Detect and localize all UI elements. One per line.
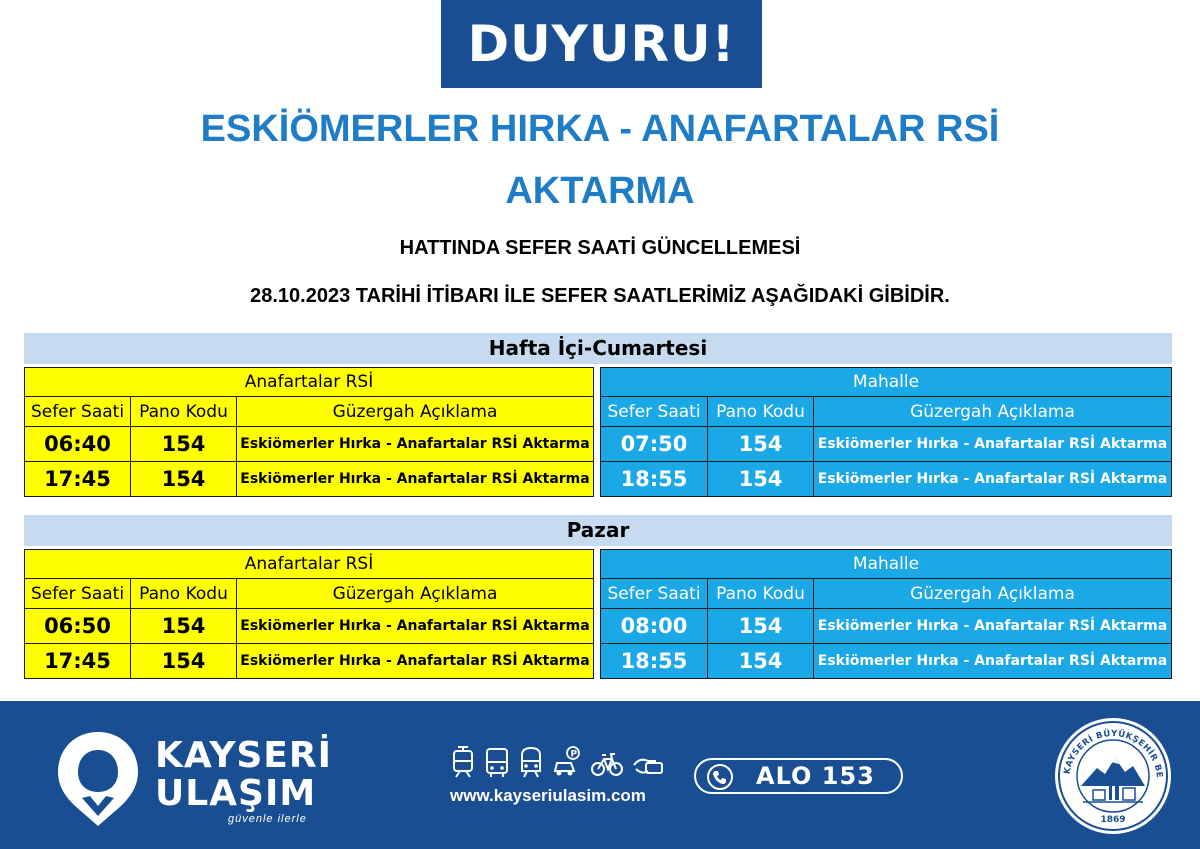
route-description: Eskiömerler Hırka - Anafartalar RSİ Aktarma (814, 609, 1172, 644)
route-code: 154 (708, 462, 814, 497)
column-header-code: Pano Kodu (708, 579, 814, 609)
parking-car-icon (552, 745, 582, 779)
municipality-seal (1053, 716, 1173, 841)
phone-icon (706, 763, 734, 796)
table-row (601, 462, 1172, 497)
svg-text:P: P (570, 749, 578, 760)
route-description: Eskiömerler Hırka - Anafartalar RSİ Aktarma (237, 609, 594, 644)
column-header-route: Güzergah Açıklama (237, 579, 594, 609)
sunday-mahalle-table (600, 549, 1172, 679)
route-description: Eskiömerler Hırka - Anafartalar RSİ Aktarma (814, 644, 1172, 679)
route-description: Eskiömerler Hırka - Anafartalar RSİ Aktarma (237, 427, 594, 462)
phone-number: ALO 153 (756, 762, 875, 790)
footer-bar (0, 701, 1200, 849)
metrobus-icon (518, 745, 544, 779)
column-header-time: Sefer Saati (25, 397, 131, 427)
departure-time: 06:40 (25, 427, 131, 462)
subtitle-update: HATTINDA SEFER SAATİ GÜNCELLEMESİ (399, 237, 801, 259)
route-title-line1: ESKİÖMERLER HIRKA - ANAFARTALAR RSİ (200, 108, 1000, 150)
table-row (601, 609, 1172, 644)
column-header-code: Pano Kodu (131, 397, 237, 427)
table-group-header: Mahalle (601, 550, 1172, 579)
tram-icon (450, 745, 476, 779)
table-group-header: Mahalle (601, 368, 1172, 397)
weekday-anafartalar-table (24, 367, 594, 497)
route-code: 154 (131, 644, 237, 679)
departure-time: 18:55 (601, 644, 708, 679)
route-code: 154 (131, 462, 237, 497)
route-description: Eskiömerler Hırka - Anafartalar RSİ Aktarma (237, 462, 594, 497)
route-title-line2: AKTARMA (505, 170, 695, 212)
route-description: Eskiömerler Hırka - Anafartalar RSİ Aktarma (814, 427, 1172, 462)
departure-time: 17:45 (25, 462, 131, 497)
column-header-time: Sefer Saati (25, 579, 131, 609)
column-header-time: Sefer Saati (601, 397, 708, 427)
sunday-section-title: Pazar (24, 515, 1172, 546)
route-description: Eskiömerler Hırka - Anafartalar RSİ Aktarma (814, 462, 1172, 497)
seal-text: KAYSERİ BÜYÜKŞEHİR BE (1062, 728, 1165, 779)
route-code: 154 (131, 609, 237, 644)
table-row (25, 427, 594, 462)
logo-tagline: güvenle ilerle (228, 813, 307, 825)
column-header-route: Güzergah Açıklama (814, 579, 1172, 609)
table-group-header: Anafartalar RSİ (25, 550, 594, 579)
announcement-banner (441, 0, 762, 88)
route-description: Eskiömerler Hırka - Anafartalar RSİ Aktarma (237, 644, 594, 679)
weekday-section-title: Hafta İçi-Cumartesi (24, 333, 1172, 364)
weekday-mahalle-table (600, 367, 1172, 497)
column-header-time: Sefer Saati (601, 579, 708, 609)
table-row (25, 644, 594, 679)
table-group-header: Anafartalar RSİ (25, 368, 594, 397)
table-row (25, 609, 594, 644)
route-code: 154 (708, 427, 814, 462)
card-payment-icon (632, 745, 664, 779)
route-code: 154 (131, 427, 237, 462)
bicycle-icon (590, 745, 624, 779)
sunday-anafartalar-table (24, 549, 594, 679)
table-row (601, 427, 1172, 462)
logo-wordmark-bottom: ULAŞIM (155, 773, 317, 814)
departure-time: 06:50 (25, 609, 131, 644)
departure-time: 17:45 (25, 644, 131, 679)
table-row (601, 644, 1172, 679)
phone-hotline[interactable] (694, 758, 903, 794)
departure-time: 07:50 (601, 427, 708, 462)
column-header-route: Güzergah Açıklama (237, 397, 594, 427)
website-link[interactable]: www.kayseriulasim.com (450, 786, 646, 805)
column-header-code: Pano Kodu (131, 579, 237, 609)
seal-year: 1869 (1100, 815, 1126, 825)
subtitle-date: 28.10.2023 TARİHİ İTİBARI İLE SEFER SAATLERİMİZ AŞAĞIDAKİ GİBİDİR. (250, 285, 950, 307)
departure-time: 08:00 (601, 609, 708, 644)
column-header-code: Pano Kodu (708, 397, 814, 427)
table-row (25, 462, 594, 497)
location-pin-logo-icon (52, 726, 144, 835)
route-code: 154 (708, 609, 814, 644)
logo-wordmark-top: KAYSERİ (155, 735, 333, 776)
banner-text: DUYURU! (467, 15, 736, 73)
column-header-route: Güzergah Açıklama (814, 397, 1172, 427)
transport-icons (450, 745, 664, 779)
route-code: 154 (708, 644, 814, 679)
bus-icon (484, 745, 510, 779)
departure-time: 18:55 (601, 462, 708, 497)
